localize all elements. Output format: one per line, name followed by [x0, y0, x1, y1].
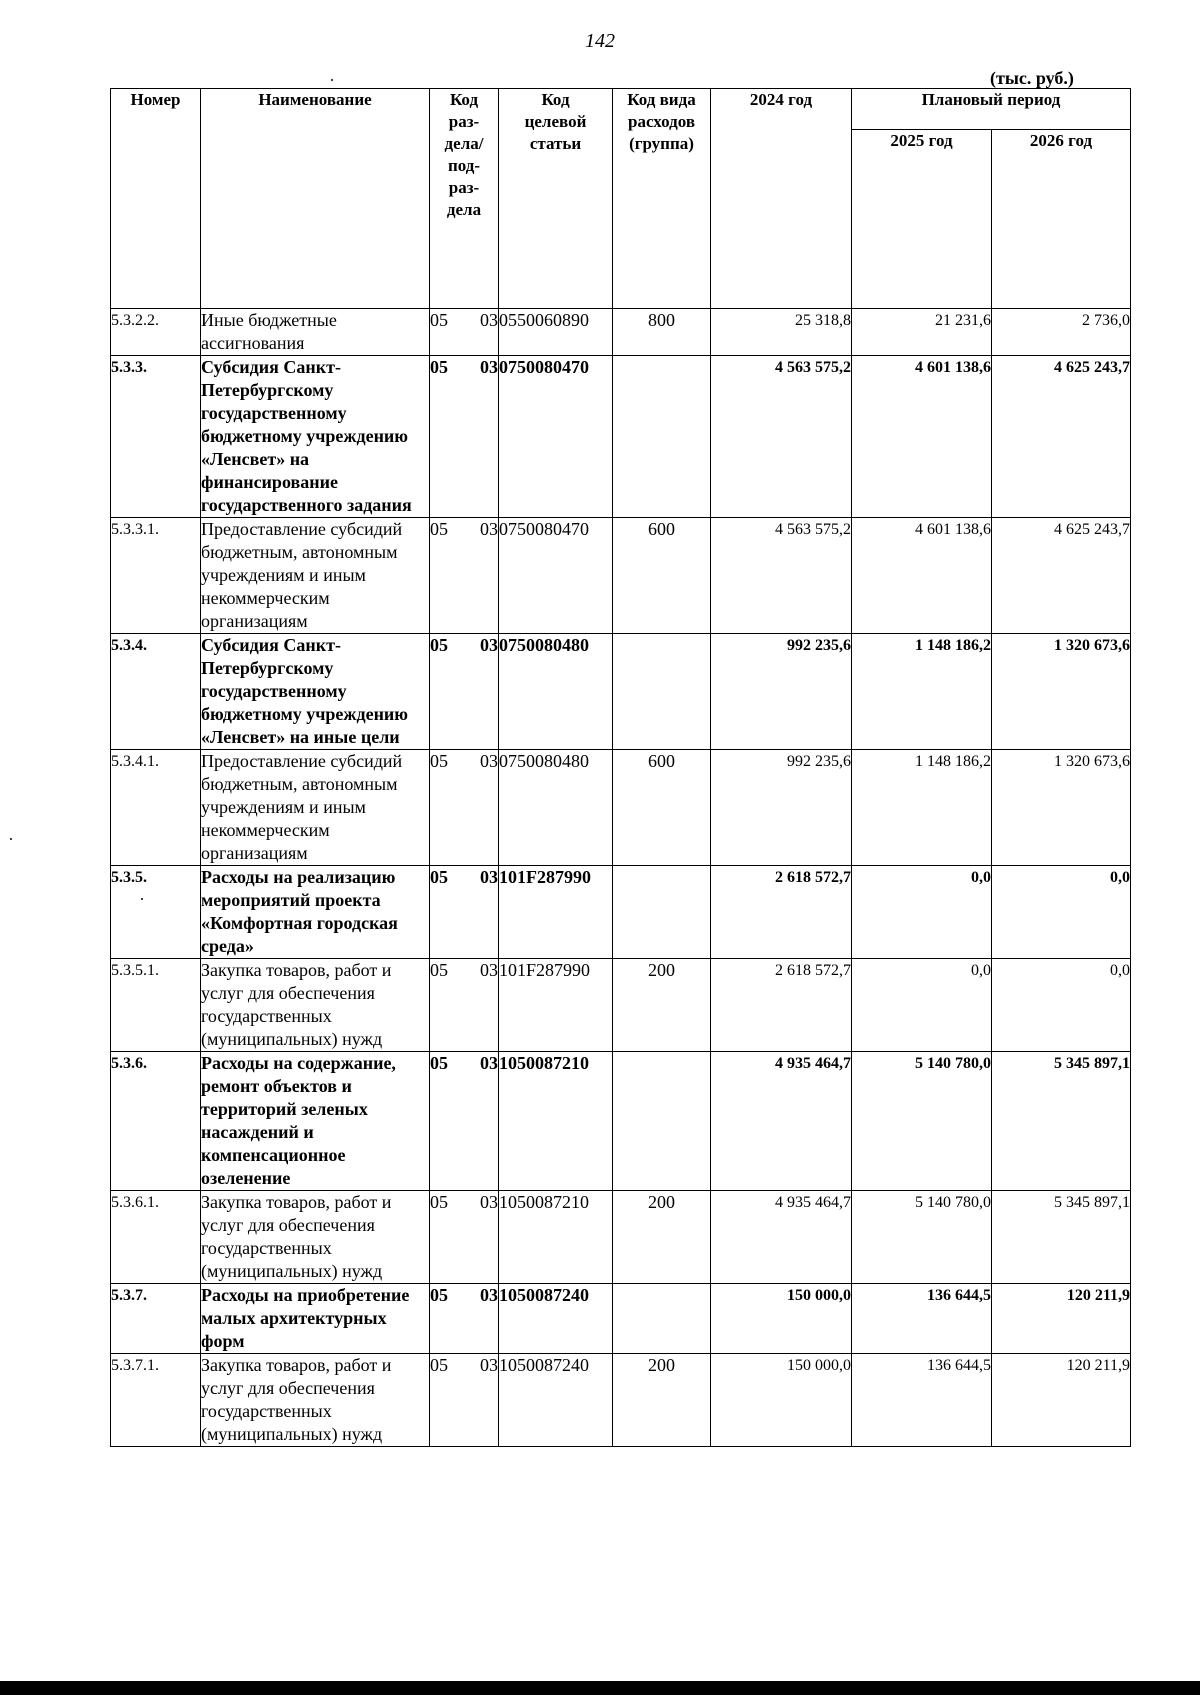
row-value-2024: 992 235,6: [711, 634, 852, 750]
row-number: 5.3.7.1.: [111, 1354, 201, 1447]
row-value-2026: 5 345 897,1: [992, 1052, 1131, 1191]
row-section: 05: [430, 960, 448, 980]
row-value-2025: 5 140 780,0: [852, 1191, 992, 1284]
row-name: Расходы на реализацию мероприятий проекта «Комфортная городская среда»: [201, 866, 430, 959]
row-target-code: 101F287990: [499, 866, 613, 959]
row-target-code: 0750080470: [499, 356, 613, 518]
row-value-2025: 1 148 186,2: [852, 750, 992, 866]
row-number: 5.3.3.1.: [111, 518, 201, 634]
row-name: Предоставление субсидий бюджетным, автономным учреждениям и иным некоммерческим организациям: [201, 518, 430, 634]
row-value-2025: 136 644,5: [852, 1354, 992, 1447]
row-section: 05: [430, 519, 448, 539]
row-expense-kind: 600: [613, 518, 711, 634]
header-2025: 2025 год: [852, 130, 992, 309]
table-row: [111, 309, 1131, 356]
row-value-2025: 1 148 186,2: [852, 634, 992, 750]
row-number: 5.3.5.1.: [111, 959, 201, 1052]
scan-speck: [10, 838, 12, 840]
row-number: 5.3.5.: [111, 866, 201, 959]
row-number: 5.3.6.1.: [111, 1191, 201, 1284]
row-number: 5.3.4.1.: [111, 750, 201, 866]
table-row: [111, 1191, 1131, 1284]
table-row: [111, 634, 1131, 750]
row-name: Иные бюджетные ассигнования: [201, 309, 430, 356]
row-value-2025: 4 601 138,6: [852, 518, 992, 634]
row-name: Закупка товаров, работ и услуг для обеспечения государственных (муниципальных) нужд: [201, 1191, 430, 1284]
row-value-2026: 4 625 243,7: [992, 518, 1131, 634]
table-row: [111, 1354, 1131, 1447]
table-row: [111, 1052, 1131, 1191]
row-section: 05: [430, 1053, 448, 1073]
scan-speck: [141, 898, 143, 900]
row-target-code: 0750080480: [499, 750, 613, 866]
row-section: 05: [430, 357, 448, 377]
row-value-2024: 2 618 572,7: [711, 959, 852, 1052]
table-row: [111, 356, 1131, 518]
page-number: 142: [585, 30, 615, 52]
header-planning-period: Плановый период: [852, 89, 1131, 130]
row-value-2024: 150 000,0: [711, 1284, 852, 1354]
row-expense-kind: [613, 634, 711, 750]
row-expense-kind: 600: [613, 750, 711, 866]
row-value-2024: 4 935 464,7: [711, 1191, 852, 1284]
row-section-code: [430, 309, 499, 356]
row-value-2026: 2 736,0: [992, 309, 1131, 356]
row-number: 5.3.6.: [111, 1052, 201, 1191]
scan-edge-bar: [0, 1681, 1200, 1695]
row-value-2024: 150 000,0: [711, 1354, 852, 1447]
row-target-code: 1050087240: [499, 1284, 613, 1354]
row-section-code: [430, 1354, 499, 1447]
table-row: [111, 518, 1131, 634]
row-subsection: 03: [480, 519, 498, 539]
row-subsection: 03: [480, 751, 498, 771]
row-expense-kind: 200: [613, 1191, 711, 1284]
row-section-code: [430, 1284, 499, 1354]
row-target-code: 0750080480: [499, 634, 613, 750]
row-section-code: [430, 750, 499, 866]
row-section-code: [430, 866, 499, 959]
row-value-2026: 0,0: [992, 959, 1131, 1052]
row-value-2026: 0,0: [992, 866, 1131, 959]
row-name: Расходы на содержание, ремонт объектов и территорий зеленых насаждений и компенсационное озеленение: [201, 1052, 430, 1191]
row-name: Закупка товаров, работ и услуг для обеспечения государственных (муниципальных) нужд: [201, 1354, 430, 1447]
row-section-code: [430, 1052, 499, 1191]
row-subsection: 03: [480, 867, 498, 887]
row-section: 05: [430, 1355, 448, 1375]
row-value-2025: 0,0: [852, 959, 992, 1052]
row-number: 5.3.7.: [111, 1284, 201, 1354]
table-row: [111, 959, 1131, 1052]
row-name: Субсидия Санкт-Петербургскому государственному бюджетному учреждению «Ленсвет» на иные цели: [201, 634, 430, 750]
row-expense-kind: 800: [613, 309, 711, 356]
table-row: [111, 1284, 1131, 1354]
row-section-code: [430, 518, 499, 634]
row-section-code: [430, 959, 499, 1052]
header-target-code: Код целевой статьи: [499, 89, 613, 309]
header-2024: 2024 год: [711, 89, 852, 309]
row-section: 05: [430, 635, 448, 655]
header-number: Номер: [111, 89, 201, 309]
row-section: 05: [430, 751, 448, 771]
row-section: 05: [430, 1285, 448, 1305]
row-value-2025: 5 140 780,0: [852, 1052, 992, 1191]
row-value-2024: 25 318,8: [711, 309, 852, 356]
row-value-2024: 4 563 575,2: [711, 356, 852, 518]
row-expense-kind: 200: [613, 1354, 711, 1447]
row-expense-kind: 200: [613, 959, 711, 1052]
row-target-code: 0550060890: [499, 309, 613, 356]
header-section-code: Код раз- дела/ под- раз- дела: [430, 89, 499, 309]
row-section: 05: [430, 867, 448, 887]
row-subsection: 03: [480, 1285, 498, 1305]
row-target-code: 1050087210: [499, 1191, 613, 1284]
row-value-2026: 1 320 673,6: [992, 634, 1131, 750]
table-row: [111, 866, 1131, 959]
row-subsection: 03: [480, 1053, 498, 1073]
row-number: 5.3.3.: [111, 356, 201, 518]
row-expense-kind: [613, 356, 711, 518]
row-expense-kind: [613, 1052, 711, 1191]
row-subsection: 03: [480, 310, 498, 330]
row-value-2026: 4 625 243,7: [992, 356, 1131, 518]
row-subsection: 03: [480, 1192, 498, 1212]
row-section-code: [430, 356, 499, 518]
row-value-2025: 21 231,6: [852, 309, 992, 356]
row-section-code: [430, 634, 499, 750]
row-name: Закупка товаров, работ и услуг для обеспечения государственных (муниципальных) нужд: [201, 959, 430, 1052]
row-value-2026: 5 345 897,1: [992, 1191, 1131, 1284]
row-value-2025: 4 601 138,6: [852, 356, 992, 518]
row-subsection: 03: [480, 635, 498, 655]
row-target-code: 1050087240: [499, 1354, 613, 1447]
row-value-2024: 4 935 464,7: [711, 1052, 852, 1191]
row-expense-kind: [613, 866, 711, 959]
row-target-code: 101F287990: [499, 959, 613, 1052]
row-subsection: 03: [480, 357, 498, 377]
row-name: Субсидия Санкт-Петербургскому государственному бюджетному учреждению «Ленсвет» на финансирование государственного задания: [201, 356, 430, 518]
row-expense-kind: [613, 1284, 711, 1354]
header-name: Наименование: [201, 89, 430, 309]
row-section-code: [430, 1191, 499, 1284]
table-row: [111, 750, 1131, 866]
row-value-2025: 0,0: [852, 866, 992, 959]
row-subsection: 03: [480, 960, 498, 980]
row-value-2026: 1 320 673,6: [992, 750, 1131, 866]
budget-table: [110, 88, 1131, 1447]
row-target-code: 0750080470: [499, 518, 613, 634]
row-value-2024: 4 563 575,2: [711, 518, 852, 634]
row-section: 05: [430, 1192, 448, 1212]
row-target-code: 1050087210: [499, 1052, 613, 1191]
row-value-2026: 120 211,9: [992, 1354, 1131, 1447]
row-number: 5.3.4.: [111, 634, 201, 750]
header-row: [111, 89, 1131, 130]
row-section: 05: [430, 310, 448, 330]
row-value-2024: 992 235,6: [711, 750, 852, 866]
header-2026: 2026 год: [992, 130, 1131, 309]
scan-speck: [331, 79, 333, 81]
row-subsection: 03: [480, 1355, 498, 1375]
row-number: 5.3.2.2.: [111, 309, 201, 356]
header-expense-kind-code: Код вида расходов (группа): [613, 89, 711, 309]
row-name: Расходы на приобретение малых архитектурных форм: [201, 1284, 430, 1354]
row-value-2025: 136 644,5: [852, 1284, 992, 1354]
table-body: [111, 309, 1131, 1447]
row-value-2024: 2 618 572,7: [711, 866, 852, 959]
row-value-2026: 120 211,9: [992, 1284, 1131, 1354]
units-label: (тыс. руб.): [990, 68, 1074, 88]
row-name: Предоставление субсидий бюджетным, автономным учреждениям и иным некоммерческим организациям: [201, 750, 430, 866]
